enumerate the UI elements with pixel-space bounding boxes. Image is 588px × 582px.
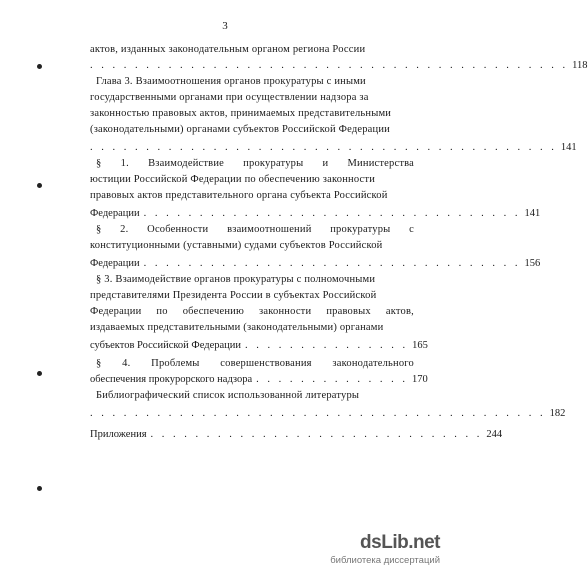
toc-line: правовых актов представительного органа субъекта Российской: [90, 190, 388, 201]
toc-leader-row: [90, 59, 588, 72]
toc-line: законностью правовых актов, принимаемых представительными: [90, 108, 392, 119]
toc-page-number: 156: [524, 258, 541, 269]
toc-page-number: 182: [549, 408, 566, 419]
dot-leader: . . . . . . . . . . . . . . . . . . . . . . . . . . . . . . . . . .: [143, 208, 521, 219]
binding-hole: [37, 183, 42, 188]
toc-leader-row: [90, 257, 541, 270]
toc-page-number: 244: [486, 429, 503, 440]
toc-line-last: обеспечения прокурорского надзора: [90, 374, 253, 385]
toc-leader-row: [90, 428, 503, 441]
toc-line: государственными органами при осуществлении надзора за: [90, 92, 369, 103]
toc-page-number: 165: [412, 340, 428, 351]
toc-line: § 3. Взаимодействие органов прокуратуры с полномочными: [96, 274, 376, 285]
toc-leader-row: [90, 207, 541, 220]
toc-page-number: 141: [560, 142, 577, 153]
dot-leader: . . . . . . . . . . . . . . . . . . . . . . . . . . . . . .: [150, 429, 483, 440]
watermark: [330, 532, 440, 566]
toc-line: Федерации по обеспечению законности правовых актов,: [90, 306, 414, 317]
binding-hole: [37, 64, 42, 69]
toc-line: Библиографический список использованной литературы: [96, 390, 360, 401]
dot-leader: . . . . . . . . . . . . . . .: [245, 340, 409, 351]
toc-line: § 2. Особенности взаимоотношений прокуратуры с: [96, 224, 414, 235]
dot-leader: . . . . . . . . . . . . . . . . . . . . . . . . . . . . . . . . . . . . . . . . . . .: [90, 60, 569, 71]
dot-leader: . . . . . . . . . . . . . . . . . . . . . . . . . . . . . . . . . .: [143, 258, 521, 269]
dot-leader: . . . . . . . . . . . . . .: [256, 374, 409, 385]
page-number: 3: [222, 20, 228, 32]
toc-page-number: 141: [524, 208, 541, 219]
toc-line: конституционными (уставными) судами субъектов Российской: [90, 240, 383, 251]
toc-line: юстиции Российской Федерации по обеспечению законности: [90, 174, 376, 185]
toc-line-last: субъектов Российской Федерации: [90, 340, 242, 351]
toc-line: актов, изданных законодательным органом региона России: [90, 44, 366, 55]
toc-line-last: Федерации: [90, 258, 140, 269]
dot-leader: . . . . . . . . . . . . . . . . . . . . . . . . . . . . . . . . . . . . . . . . .: [90, 408, 546, 419]
toc-leader-row: [90, 373, 428, 386]
toc-line: Глава 3. Взаимоотношения органов прокуратуры с иными: [96, 76, 366, 87]
binding-hole: [37, 371, 42, 376]
toc-line-last: Приложения: [90, 429, 147, 440]
dot-leader: . . . . . . . . . . . . . . . . . . . . . . . . . . . . . . . . . . . . . . . . . .: [90, 142, 557, 153]
toc-leader-row: [90, 407, 566, 420]
toc-line-last: Федерации: [90, 208, 140, 219]
toc-leader-row: [90, 141, 577, 154]
toc-page-number: 118: [572, 60, 588, 71]
watermark-caption: библиотека диссертаций: [330, 555, 440, 566]
toc-line: издаваемых представительными (законодательными) органами: [90, 322, 384, 333]
toc-line: § 4. Проблемы совершенствования законодательного: [96, 358, 414, 369]
toc-page-number: 170: [412, 374, 428, 385]
watermark-logo: dsLib.net: [360, 532, 440, 553]
toc-line: представителями Президента России в субъектах Российской: [90, 290, 377, 301]
toc-line: (законодательными) органами субъектов Российской Федерации: [90, 124, 391, 135]
toc-leader-row: [90, 339, 428, 352]
toc-line: § 1. Взаимодействие прокуратуры и Министерства: [96, 158, 414, 169]
binding-hole: [37, 486, 42, 491]
